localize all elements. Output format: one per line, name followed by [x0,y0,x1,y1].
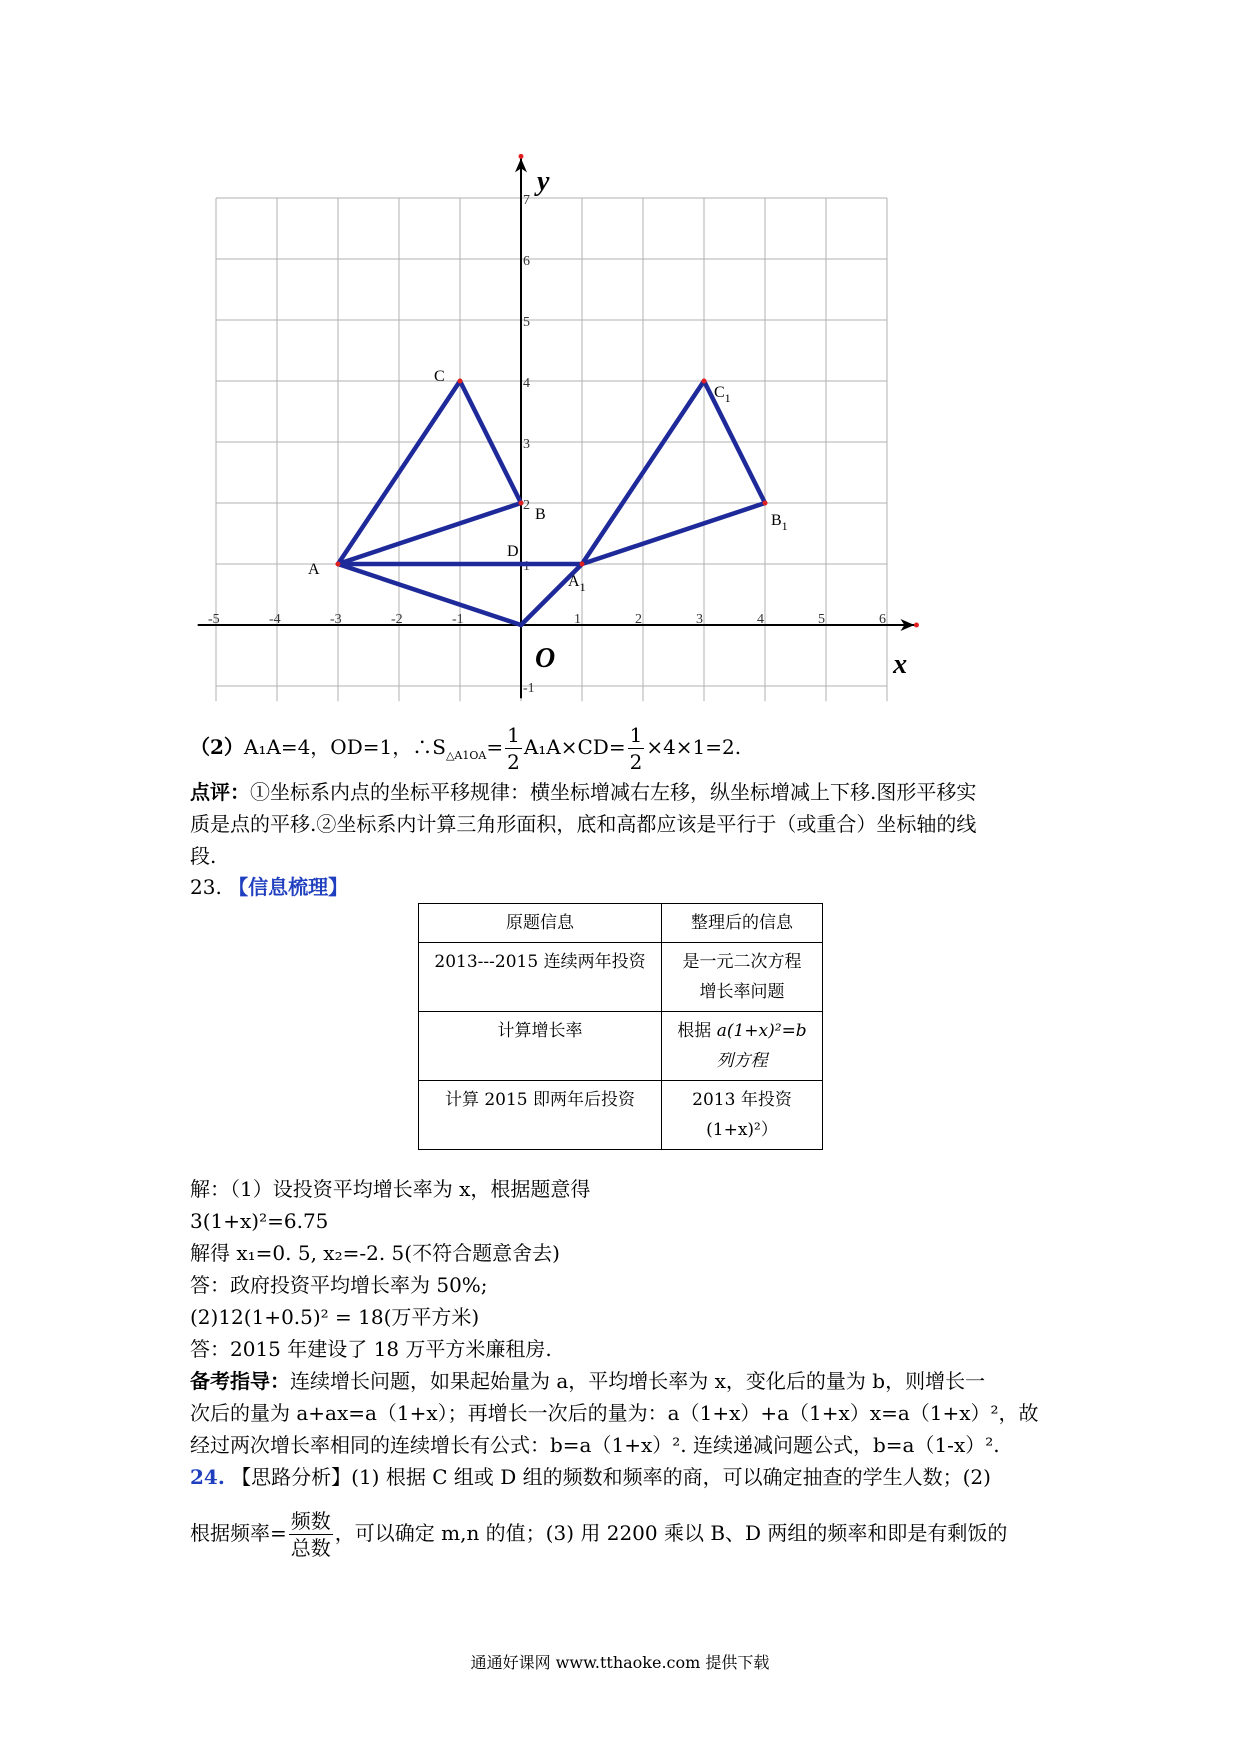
part2-sub: △A1OA [445,749,487,762]
q23-number: 23. [190,875,222,899]
point-C-dot [458,379,463,384]
table-cell: 计算增长率 [419,1012,662,1081]
cell-line [668,1016,816,1046]
guide-line-3: 经过两次增长率相同的连续增长有公式：b=a（1+x）². 连续递减问题公式，b=a（1-x）². [190,1433,1000,1457]
x-tick-label: 3 [696,612,703,627]
y-tick-label: 2 [523,498,530,513]
half-fraction-2 [628,722,645,775]
q24-line-2 [190,1503,1007,1563]
x-tick-label: 4 [757,612,764,627]
point-label-B: B [535,506,546,523]
guide-line-1 [190,1365,985,1397]
half-fraction [505,722,522,775]
x-tick-label: -2 [391,612,403,627]
solution-line-6: 答：2015 年建设了 18 万平方米廉租房. [190,1337,552,1361]
point-label-A1: $A_1$ [568,573,586,594]
axis-end-dot [914,623,919,628]
cell-line: 2013 年投资 [692,1090,792,1110]
part2-body: A₁A=4，OD=1，∴S [243,735,446,759]
table-row [419,943,823,1012]
comment-text-1: ①坐标系内点的坐标平移规律：横坐标增减右左移，纵坐标增减上下移.图形平移实 [250,780,977,804]
frequency-fraction [289,1508,333,1561]
comment-line-1 [190,776,976,808]
solution-line-5: (2)12(1+0.5)² = 18(万平方米) [190,1305,480,1329]
table-row [419,904,823,943]
table-row [419,1012,823,1081]
cell-line: 列方程 [716,1051,768,1071]
point-label-C: C [434,368,445,385]
solution-line-3: 解得 x₁=0. 5, x₂=-2. 5(不符合题意舍去) [190,1241,560,1265]
fraction-numerator: 频数 [290,1509,331,1533]
y-tick-label: 5 [523,315,530,330]
table-row [419,1081,823,1150]
table-cell [662,943,823,1012]
y-tick-label: 4 [523,376,530,391]
comment-label: 点评： [190,780,250,804]
x-tick-label: -4 [269,612,281,627]
segment-A1B1 [582,503,765,564]
fraction-denominator: 总数 [290,1536,331,1560]
page-footer: 通通好课网 www.tthaoke.com 提供下载 [470,1653,770,1672]
comment-line-2: 质是点的平移.②坐标系内计算三角形面积，底和高都应该是平行于（或重合）坐标轴的线 [190,812,977,836]
segment-AB [338,503,521,564]
y-tick-label: 3 [523,437,530,452]
comment-line-3: 段. [190,844,217,868]
q24-text-1: 【思路分析】(1) 根据 C 组或 D 组的频数和频率的商，可以确定抽查的学生人数；(2) [231,1465,991,1489]
cell-prefix: 根据 [677,1021,717,1041]
y-tick-label: 6 [523,254,530,269]
axes [198,154,919,698]
q24-line-1 [190,1461,991,1493]
tick-labels [208,166,907,696]
y-tick-label: 7 [523,193,530,208]
info-table [418,903,823,1150]
x-tick-label: -3 [330,612,342,627]
guide-line-2: 次后的量为 a+ax=a（1+x）；再增长一次后的量为：a（1+x）+a（1+x）x=a（1+x）²，故 [190,1401,1039,1425]
point-label-C1: $C_1$ [714,384,731,405]
fraction-numerator: 1 [629,723,643,747]
point-label-A: A [308,561,320,578]
x-axis-label: x [893,649,908,680]
x-tick-label: 2 [635,612,642,627]
solution-line-2: 3(1+x)²=6.75 [190,1209,329,1233]
point-A1-dot [580,562,585,567]
y-tick-label: 1 [523,559,530,574]
q23-title: 【信息梳理】 [228,875,349,899]
x-tick-label: 5 [818,612,825,627]
x-tick-label: 6 [879,612,886,627]
origin-label: O [535,643,556,674]
table-header-1: 原题信息 [419,904,662,943]
coordinate-graph [0,0,1240,720]
y-axis-label: y [537,165,550,197]
segment-AO [338,564,521,625]
part2-tail: ×4×1=2. [646,735,742,759]
y-tick-label: -1 [523,681,535,696]
table-cell [662,1012,823,1081]
fraction-numerator: 1 [507,723,520,747]
table-cell: 2013---2015 连续两年投资 [419,943,662,1012]
part2-mid: A₁A×CD= [523,735,626,759]
table-cell: 计算 2015 即两年后投资 [419,1081,662,1150]
guide-text-1: 连续增长问题，如果起始量为 a，平均增长率为 x，变化后的量为 b，则增长一 [290,1369,986,1393]
q24-text-2-pre: 根据频率= [190,1521,287,1545]
axis-end-dot [519,154,524,159]
q24-text-2-post: ，可以确定 m,n 的值；(3) 用 2200 乘以 B、D 两组的频率和即是有剩饭的 [334,1521,1008,1545]
point-label-D: D [507,543,519,560]
cell-line: 是一元二次方程 [682,952,802,972]
table-cell [662,1081,823,1150]
part2-prefix: （2） [190,735,244,759]
cell-line: 增长率问题 [699,982,785,1002]
fraction-denominator: 2 [507,750,520,774]
point-label-B1: $B_1$ [771,512,788,533]
x-tick-label: -5 [208,612,220,627]
cell-formula: a(1+x)²=b [716,1021,807,1041]
x-tick-label: 1 [574,612,581,627]
part2-eq: = [486,735,504,759]
point-B1-dot [763,501,768,506]
solution-line-1: 解：（1）设投资平均增长率为 x，根据题意得 [190,1177,591,1201]
x-tick-label: -1 [452,612,464,627]
cell-line: (1+x)²） [706,1120,778,1140]
fraction-denominator: 2 [629,750,643,774]
guide-label: 备考指导： [190,1369,290,1393]
point-B-dot [519,501,524,506]
q24-number: 24. [190,1465,225,1489]
point-C1-dot [702,379,707,384]
solution-line-4: 答：政府投资平均增长率为 50%; [190,1273,488,1297]
q23-heading [190,871,348,903]
table-header-2: 整理后的信息 [662,904,823,943]
point-A-dot [336,562,341,567]
triangles [336,379,768,626]
